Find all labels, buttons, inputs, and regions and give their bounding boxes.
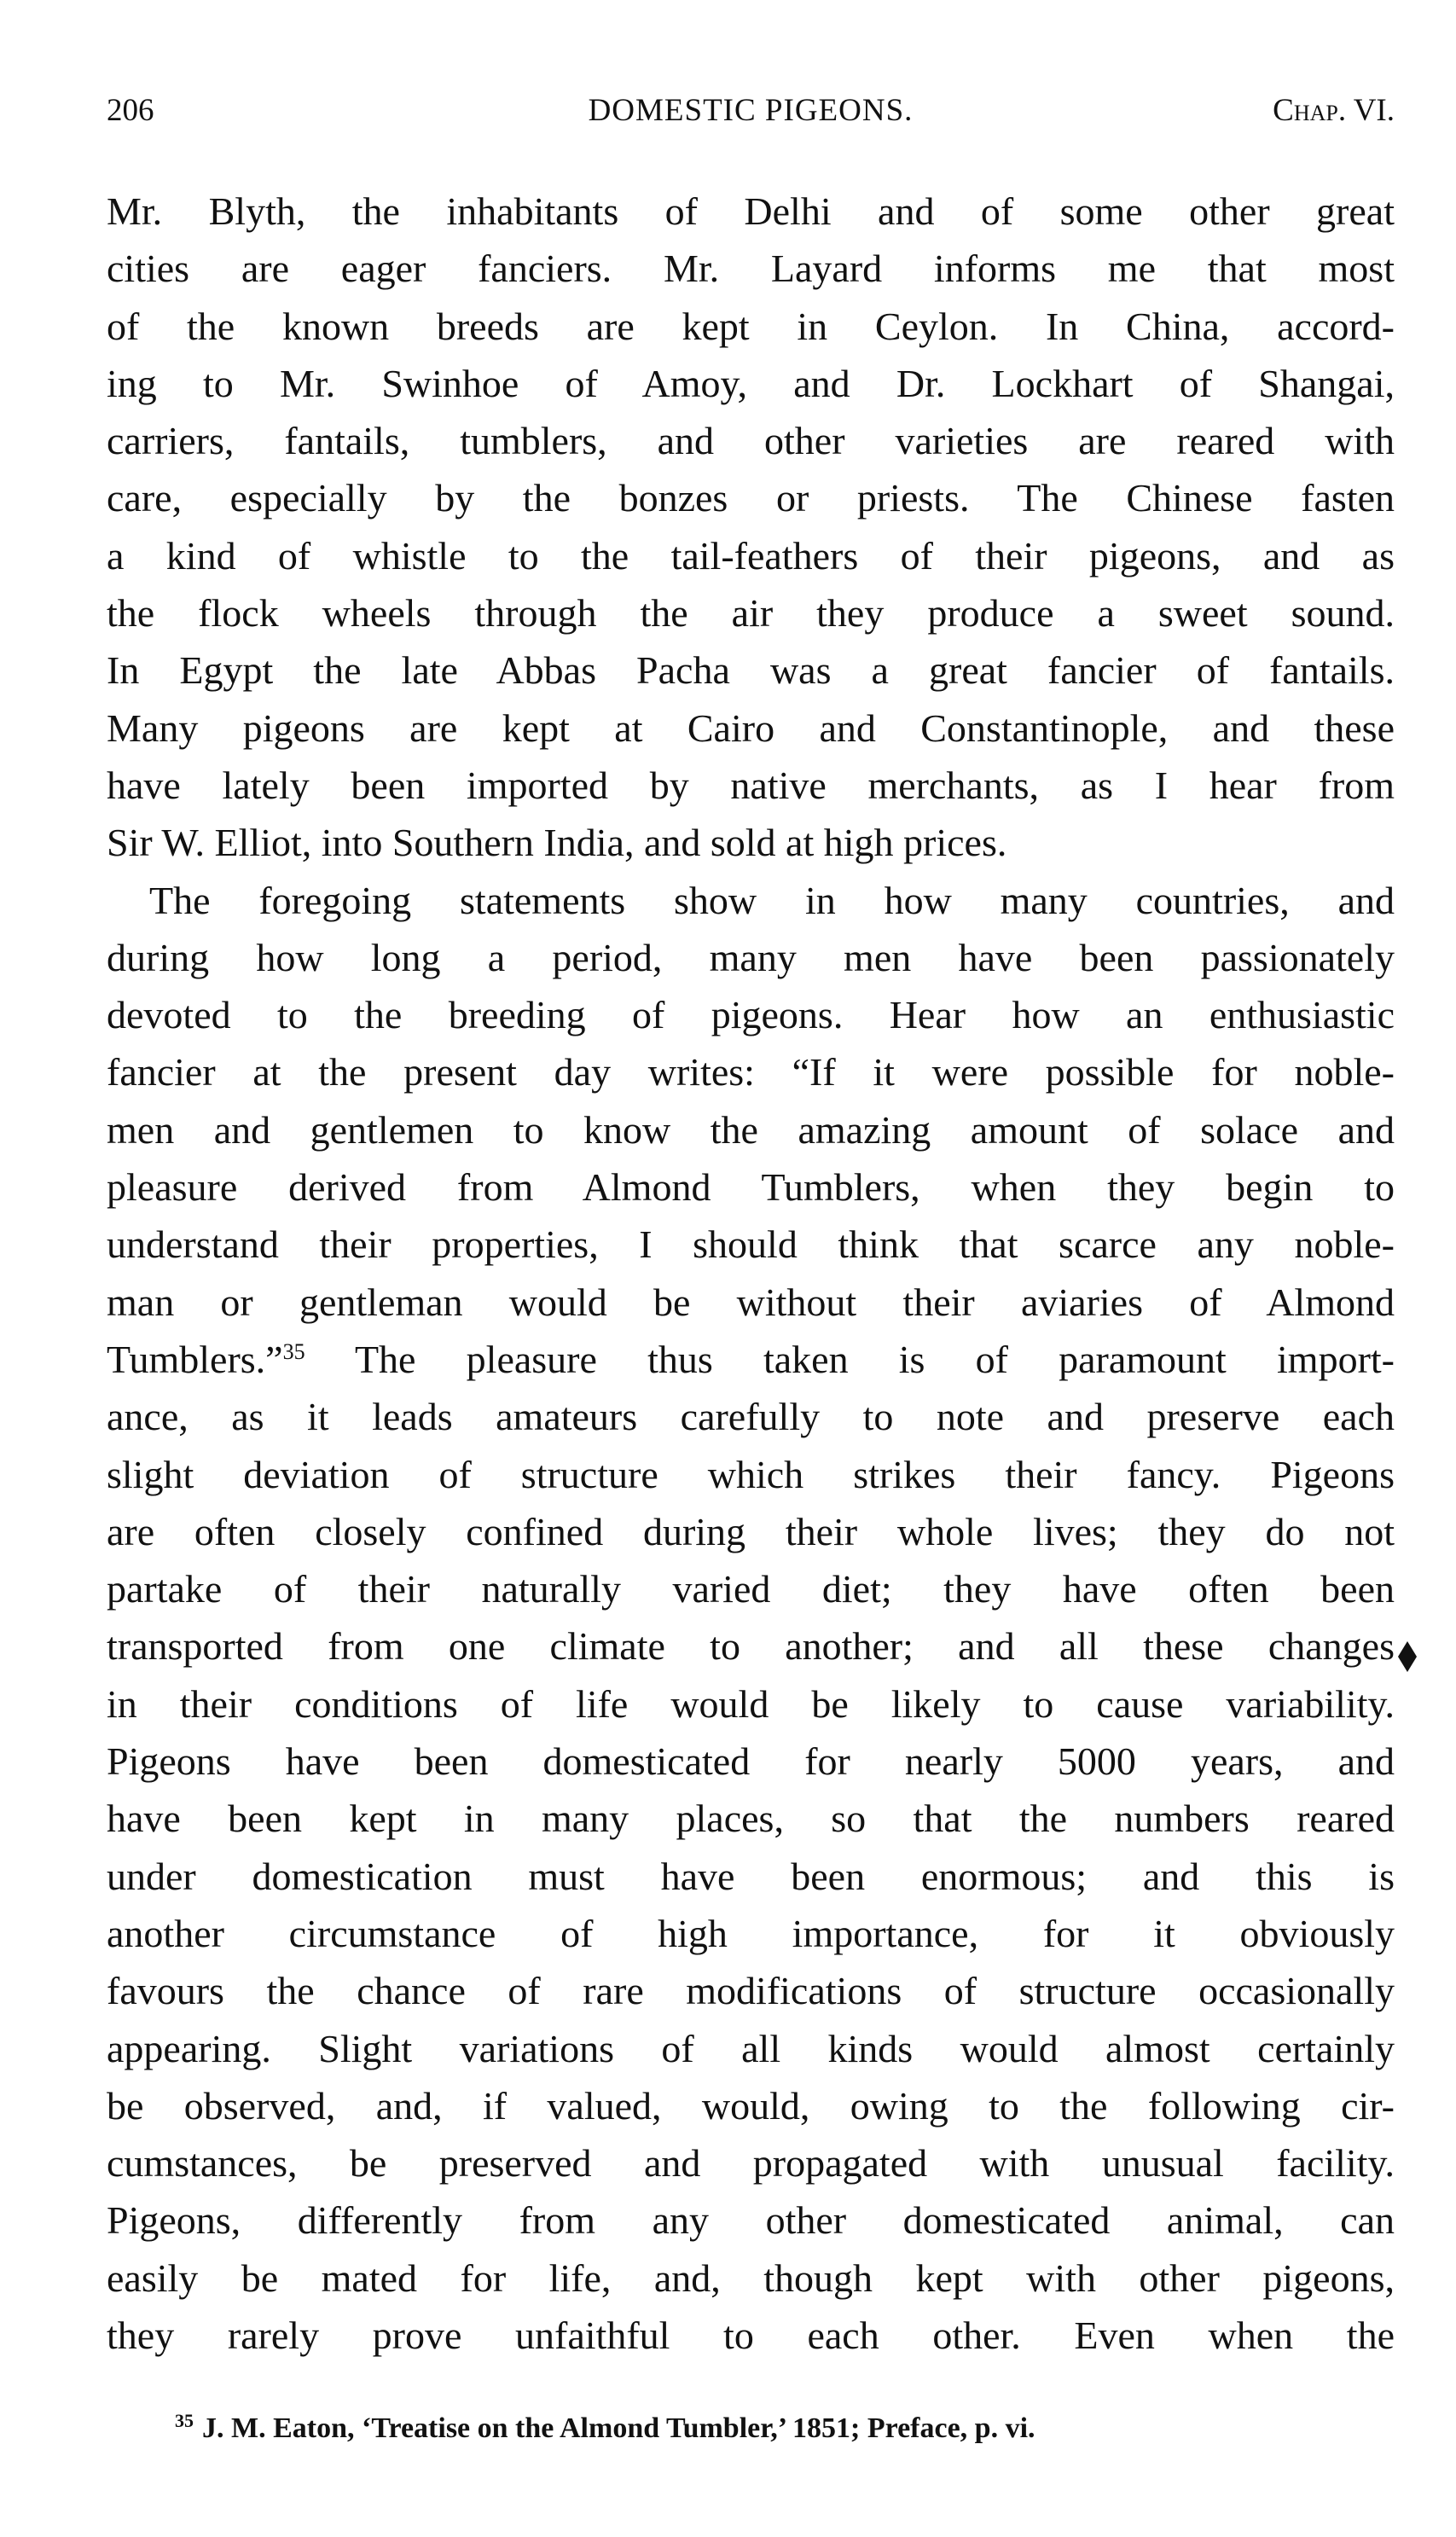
text-line: fancier at the present day writes: “If it were possible for noble- xyxy=(107,1050,1395,1094)
text-line: man or gentleman would be without their aviaries of Almond xyxy=(107,1280,1395,1324)
text-line: devoted to the breeding of pigeons. Hear how an enthusiastic xyxy=(107,993,1395,1037)
text-line: they rarely prove unfaithful to each other. Even when the xyxy=(107,2313,1395,2357)
footnote-number: 35 xyxy=(175,2410,194,2431)
text-line: In Egypt the late Abbas Pacha was a great fancier of fantails. xyxy=(107,648,1395,693)
text-line: pleasure derived from Almond Tumblers, when they begin to xyxy=(107,1165,1395,1210)
ref-line-before: Tumblers.” xyxy=(107,1337,283,1381)
text-line: Sir W. Elliot, into Southern India, and sold at high prices. xyxy=(107,821,1007,865)
text-line: easily be mated for life, and, though kept with other pigeons, xyxy=(107,2255,1395,2300)
footnote-ref[interactable]: 35 xyxy=(282,1338,305,1364)
text-line: another circumstance of high importance, for it obviously xyxy=(107,1911,1395,1955)
text-line: appearing. Slight variations of all kinds would almost certainly xyxy=(107,2026,1395,2070)
text-line: care, especially by the bonzes or priests. The Chinese fasten xyxy=(107,476,1395,520)
footnote xyxy=(175,2407,1369,2450)
text-line: the flock wheels through the air they produce a sweet sound. xyxy=(107,591,1395,636)
text-line: be observed, and, if valued, would, owing to the following cir- xyxy=(107,2083,1395,2128)
body-text xyxy=(107,183,1395,2364)
text-line: partake of their naturally varied diet; they have often been xyxy=(107,1567,1395,1611)
footnote-text: J. M. Eaton, ‘Treatise on the Almond Tumbler,’ 1851; Preface, p. vi. xyxy=(202,2412,1035,2444)
text-line: under domestication must have been enormous; and this is xyxy=(107,1854,1395,1898)
text-line: in their conditions of life would be likely to cause variability. xyxy=(107,1681,1395,1726)
text-line: The foregoing statements show in how many countries, and xyxy=(149,878,1395,922)
text-line: a kind of whistle to the tail-feathers of their pigeons, and as xyxy=(107,533,1395,578)
text-line: of the known breeds are kept in Ceylon. In China, accord- xyxy=(107,304,1395,348)
text-line: have lately been imported by native merchants, as I hear from xyxy=(107,763,1395,807)
text-line: Pigeons, differently from any other domesticated animal, can xyxy=(107,2198,1395,2243)
margin-mark-icon xyxy=(1396,1640,1418,1674)
text-line: Many pigeons are kept at Cairo and Constantinople, and these xyxy=(107,705,1395,750)
running-title: DOMESTIC PIGEONS. xyxy=(588,93,914,128)
text-line-with-footnote-ref xyxy=(107,1331,1395,1388)
text-line: cumstances, be preserved and propagated with unusual facility. xyxy=(107,2141,1395,2186)
text-line: men and gentlemen to know the amazing amount of solace and xyxy=(107,1107,1395,1152)
ref-line-after: The pleasure thus taken is of paramount import- xyxy=(305,1337,1395,1381)
text-line: ing to Mr. Swinhoe of Amoy, and Dr. Lockhart of Shangai, xyxy=(107,361,1395,405)
text-line: favours the chance of rare modifications of structure occasionally xyxy=(107,1969,1395,2013)
page-number: 206 xyxy=(107,93,154,128)
text-line: slight deviation of structure which strikes their fancy. Pigeons xyxy=(107,1452,1395,1496)
text-line: understand their properties, I should think that scarce any noble- xyxy=(107,1222,1395,1267)
text-line: carriers, fantails, tumblers, and other varieties are reared with xyxy=(107,419,1395,463)
text-line: have been kept in many places, so that the numbers reared xyxy=(107,1797,1395,1841)
chapter-label: Chap. VI. xyxy=(1273,93,1395,128)
running-header xyxy=(107,92,1395,135)
text-line: transported from one climate to another; and all these changes xyxy=(107,1624,1395,1669)
text-line: Pigeons have been domesticated for nearly 5000 years, and xyxy=(107,1739,1395,1784)
text-line: are often closely confined during their whole lives; they do not xyxy=(107,1509,1395,1553)
text-line: cities are eager fanciers. Mr. Layard informs me that most xyxy=(107,247,1395,291)
text-line: ance, as it leads amateurs carefully to note and preserve each xyxy=(107,1395,1395,1439)
text-line: during how long a period, many men have been passionately xyxy=(107,935,1395,979)
text-line: Mr. Blyth, the inhabitants of Delhi and of some other great xyxy=(107,189,1395,233)
